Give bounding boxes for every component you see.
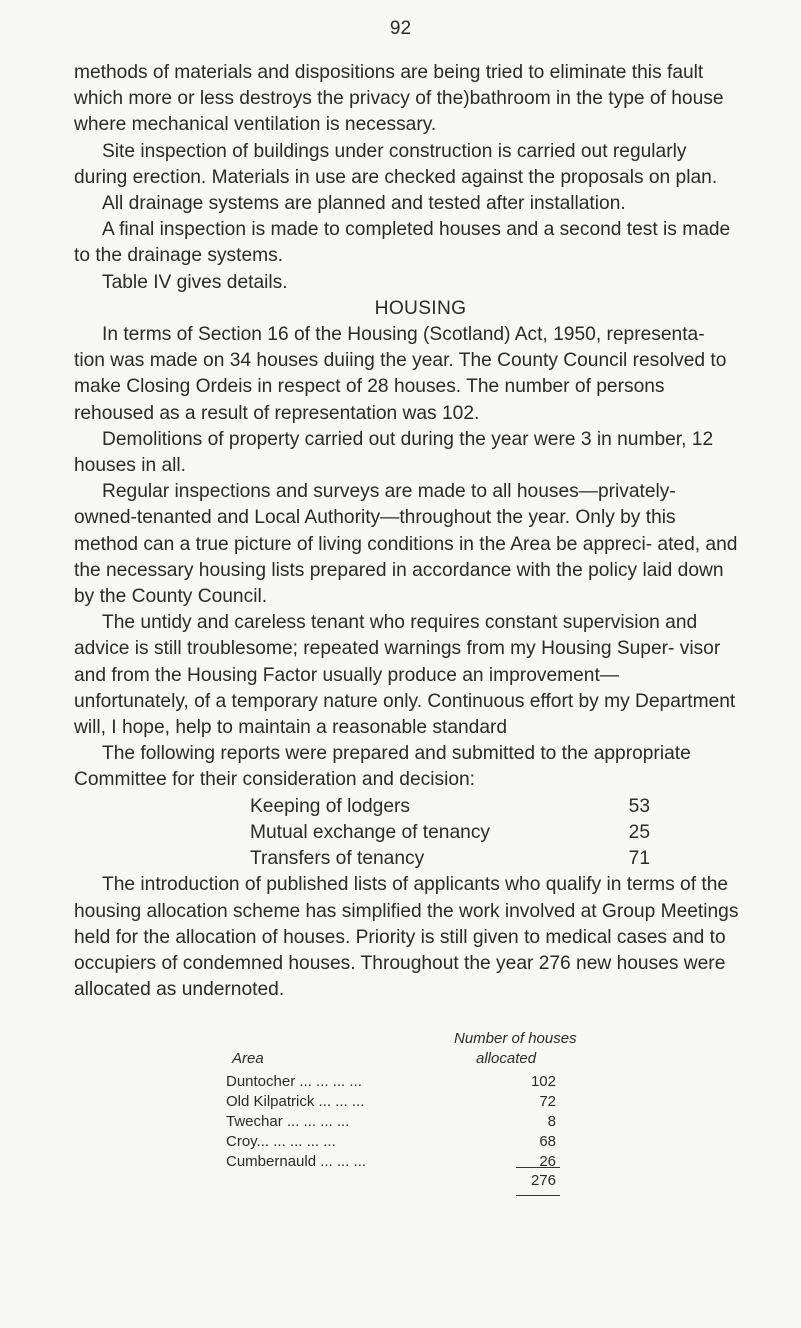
houses-allocated: 102 bbox=[530, 1073, 556, 1090]
total-rule-bottom bbox=[516, 1195, 560, 1196]
allocation-rows bbox=[226, 1072, 586, 1172]
area-name: Twechar ... ... ... ... bbox=[226, 1113, 350, 1130]
allocation-header-allocated: allocated bbox=[476, 1050, 537, 1067]
report-value: 25 bbox=[628, 821, 650, 843]
area-name: Duntocher ... ... ... ... bbox=[226, 1073, 362, 1090]
houses-allocated: 26 bbox=[539, 1153, 556, 1170]
report-row bbox=[250, 846, 650, 872]
paragraph: The untidy and careless tenant who requires constant supervision and advice is still troublesome; repeated warnings from my Housing Super- visor and from the Housing Factor usually produce an improvement— unfortunately, of a temporary nature only. Continuous effort by my Department will, I hope, help to maintain a reasonable standard bbox=[74, 612, 736, 739]
area-name: Old Kilpatrick ... ... ... bbox=[226, 1093, 365, 1110]
paragraph: Table IV gives details. bbox=[102, 271, 288, 293]
table-row bbox=[226, 1092, 586, 1112]
paragraph: The following reports were prepared and submitted to the appropriate Committee for their consideration and decision: bbox=[74, 743, 691, 791]
allocation-total: 276 bbox=[530, 1172, 556, 1189]
section-heading: HOUSING bbox=[374, 297, 467, 319]
paragraph: Demolitions of property carried out during the year were 3 in number, 12 houses in all. bbox=[74, 428, 714, 477]
houses-allocated: 72 bbox=[539, 1093, 556, 1110]
paragraph: methods of materials and dispositions are being tried to eliminate this fault which more or less destroys the privacy of the)bathroom in the type of house where mechanical ventilation is necessary. bbox=[74, 62, 724, 136]
houses-allocated: 8 bbox=[547, 1113, 556, 1130]
houses-allocated: 68 bbox=[539, 1133, 556, 1150]
report-value: 71 bbox=[628, 848, 650, 870]
table-row bbox=[226, 1112, 586, 1132]
paragraph: Regular inspections and surveys are made to all houses—privately- owned-tenanted and Local Authority—throughout the year. Only by this method can a true picture of living conditions in the Area be appreci- ated, and the necessary housing lists prepared in accordance with the policy laid down by the County Council. bbox=[74, 481, 738, 608]
report-label: Transfers of tenancy bbox=[250, 848, 425, 870]
page-number: 92 bbox=[389, 18, 412, 39]
paragraph: The introduction of published lists of applicants who qualify in terms of the housing allocation scheme has simplified the work involved at Group Meetings held for the allocation of houses. Priority is still given to medical cases and to occupiers of condemned houses. Throughout the year 276 new houses were allocated as undernoted. bbox=[74, 874, 739, 1001]
area-name: Croy... ... ... ... ... bbox=[226, 1133, 336, 1150]
report-label: Mutual exchange of tenancy bbox=[250, 821, 491, 843]
allocation-header-area: Area bbox=[232, 1050, 264, 1067]
reports-list bbox=[250, 794, 739, 873]
area-name: Cumbernauld ... ... ... bbox=[226, 1153, 367, 1170]
report-label: Keeping of lodgers bbox=[250, 795, 411, 817]
report-row bbox=[250, 794, 650, 820]
paragraph: Site inspection of buildings under construction is carried out regularly during erection. Materials in use are checked against the proposals on plan. bbox=[74, 140, 718, 188]
table-row bbox=[226, 1132, 586, 1152]
table-row bbox=[226, 1072, 586, 1092]
report-value: 53 bbox=[628, 795, 650, 817]
allocation-header-number: Number of houses bbox=[454, 1030, 577, 1047]
paragraph: All drainage systems are planned and tested after installation. bbox=[102, 193, 626, 215]
paragraph: A final inspection is made to completed houses and a second test is made to the drainage systems. bbox=[74, 219, 731, 267]
report-row bbox=[250, 820, 650, 846]
body-text bbox=[74, 60, 739, 1003]
paragraph: In terms of Section 16 of the Housing (Scotland) Act, 1950, representa- tion was made on 34 houses duiing the year. The County Council resolved to make Closing Ordeis in respect of 28 houses. The number of persons rehoused as a result of representation was 102. bbox=[74, 324, 727, 424]
table-row bbox=[226, 1152, 586, 1172]
total-rule-top bbox=[516, 1167, 560, 1168]
